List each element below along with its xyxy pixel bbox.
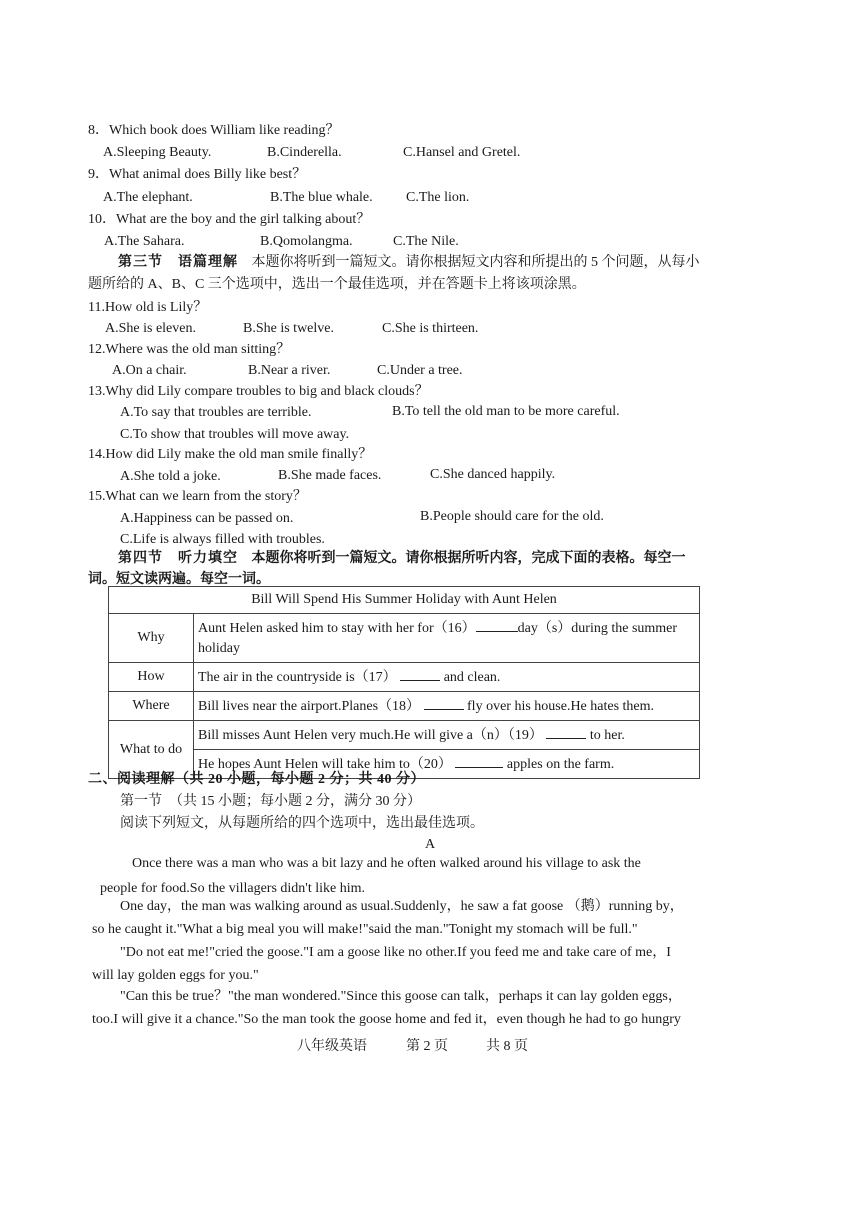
table-row-content xyxy=(194,692,700,721)
section-3-title: 第三节 语篇理解 xyxy=(118,255,238,270)
section-3-instruction-2: 题所给的 A、B、C 三个选项中，选出一个最佳选项，并在答题卡上将该项涂黑。 xyxy=(88,277,586,292)
section-4-title: 第四节 听力填空 xyxy=(118,551,238,566)
table-row-content xyxy=(194,721,700,750)
question-12-stem: 12.Where was the old man sitting？ xyxy=(88,342,291,357)
table-row-key: What to do xyxy=(109,721,194,779)
passage-line: "Can this be true？"the man wondered."Since this goose can talk，perhaps it can lay golden eggs， xyxy=(120,989,682,1004)
question-13-option-c: C.To show that troubles will move away. xyxy=(120,427,350,442)
passage-line: will lay golden eggs for you." xyxy=(92,968,259,983)
question-10-option-a: A.The Sahara. xyxy=(104,234,185,249)
question-10-option-b: B.Qomolangma. xyxy=(260,234,353,249)
table-row-key: How xyxy=(109,663,194,692)
table-row-key: Why xyxy=(109,614,194,663)
table-row-content xyxy=(194,663,700,692)
answer-blank-17[interactable] xyxy=(400,666,440,681)
passage-line: so he caught it."What a big meal you will make!"said the man."Tonight my stomach will be full." xyxy=(92,922,638,937)
question-11-option-c: C.She is thirteen. xyxy=(382,321,479,336)
question-9-option-b: B.The blue whale. xyxy=(270,190,373,205)
table-row xyxy=(109,721,700,750)
passage-label: A xyxy=(424,837,436,852)
question-15-option-c: C.Life is always filled with troubles. xyxy=(120,532,325,547)
row-text-after-blank: apples on the farm. xyxy=(506,757,615,772)
row-text-before-blank: He hopes Aunt Helen will take him to（20） xyxy=(198,757,452,772)
row-text-before-blank: Aunt Helen asked him to stay with her for（16） xyxy=(198,621,476,636)
question-10-stem: 10．What are the boy and the girl talking about？ xyxy=(88,212,371,227)
section-4-header xyxy=(118,550,686,568)
passage-line: people for food.So the villagers didn't like him. xyxy=(100,881,365,896)
row-text-after-blank: fly over his house.He hates them. xyxy=(467,699,655,714)
footer-total-pages: 共 8 页 xyxy=(486,1039,528,1054)
answer-blank-16[interactable] xyxy=(476,617,518,632)
question-14-stem: 14.How did Lily make the old man smile finally？ xyxy=(88,447,373,462)
table-title-row xyxy=(109,587,700,614)
question-15-option-a: A.Happiness can be passed on. xyxy=(120,511,294,526)
question-9-stem: 9．What animal does Billy like best？ xyxy=(88,167,307,182)
question-14-option-c: C.She danced happily. xyxy=(430,467,556,482)
question-8-option-a: A.Sleeping Beauty. xyxy=(103,145,212,160)
answer-blank-20[interactable] xyxy=(455,753,503,768)
part-2-subsection: 第一节 （共 15 小题；每小题 2 分，满分 30 分） xyxy=(120,794,421,809)
row-text-after-blank: to her. xyxy=(589,728,625,743)
table-row-key: Where xyxy=(109,692,194,721)
question-13-stem: 13.Why did Lily compare troubles to big and black clouds？ xyxy=(88,384,429,399)
section-3-header xyxy=(118,254,700,272)
question-12-option-a: A.On a chair. xyxy=(112,363,187,378)
question-14-option-b: B.She made faces. xyxy=(278,468,382,483)
table-row xyxy=(109,692,700,721)
row-text-after-blank: day（s）during the summer holiday xyxy=(198,621,678,656)
question-12-option-b: B.Near a river. xyxy=(248,363,331,378)
question-10-option-c: C.The Nile. xyxy=(393,234,459,249)
row-text-before-blank: Bill lives near the airport.Planes（18） xyxy=(198,699,421,714)
table-row-content xyxy=(194,614,700,663)
question-8-option-c: C.Hansel and Gretel. xyxy=(403,145,521,160)
question-11-option-b: B.She is twelve. xyxy=(243,321,334,336)
question-8-option-b: B.Cinderella. xyxy=(267,145,342,160)
section-3-instruction-1: 本题你将听到一篇短文。请你根据短文内容和所提出的 5 个问题，从每小 xyxy=(251,255,700,270)
footer-page-number: 第 2 页 xyxy=(406,1039,448,1054)
passage-line: Once there was a man who was a bit lazy and he often walked around his village to ask the xyxy=(132,856,641,871)
question-13-option-b: B.To tell the old man to be more careful. xyxy=(392,404,620,419)
row-text-after-blank: and clean. xyxy=(443,670,501,685)
question-8-stem: 8．Which book does William like reading？ xyxy=(88,123,340,138)
question-11-stem: 11.How old is Lily？ xyxy=(88,300,208,315)
footer-subject: 八年级英语 xyxy=(297,1039,367,1054)
passage-line: "Do not eat me!"cried the goose."I am a goose like no other.If you feed me and take care of me，I xyxy=(120,945,671,960)
row-text-before-blank: Bill misses Aunt Helen very much.He will give a（n）（19） xyxy=(198,728,543,743)
section-4-instruction-2: 词。短文读两遍。每空一词。 xyxy=(88,572,270,587)
listening-fill-table xyxy=(108,586,700,779)
answer-blank-18[interactable] xyxy=(424,695,464,710)
question-15-option-b: B.People should care for the old. xyxy=(420,509,604,524)
question-9-option-a: A.The elephant. xyxy=(103,190,193,205)
answer-blank-19[interactable] xyxy=(546,724,586,739)
section-4-instruction-1: 本题你将听到一篇短文。请你根据所听内容，完成下面的表格。每空一 xyxy=(251,551,686,566)
table-title: Bill Will Spend His Summer Holiday with Aunt Helen xyxy=(109,587,700,614)
part-2-instruction: 阅读下列短文，从每题所给的四个选项中，选出最佳选项。 xyxy=(120,816,484,831)
passage-line: One day，the man was walking around as usual.Suddenly，he saw a fat goose （鹅）running by， xyxy=(120,899,684,914)
question-14-option-a: A.She told a joke. xyxy=(120,469,221,484)
table-row xyxy=(109,614,700,663)
question-11-option-a: A.She is eleven. xyxy=(105,321,196,336)
question-15-stem: 15.What can we learn from the story？ xyxy=(88,489,307,504)
table-row xyxy=(109,663,700,692)
question-9-option-c: C.The lion. xyxy=(406,190,470,205)
part-2-title: 二、阅读理解（共 20 小题，每小题 2 分；共 40 分） xyxy=(88,772,425,787)
question-13-option-a: A.To say that troubles are terrible. xyxy=(120,405,312,420)
passage-line: too.I will give it a chance."So the man took the goose home and fed it，even though he had to go hungry xyxy=(92,1012,681,1027)
row-text-before-blank: The air in the countryside is（17） xyxy=(198,670,397,685)
question-12-option-c: C.Under a tree. xyxy=(377,363,463,378)
